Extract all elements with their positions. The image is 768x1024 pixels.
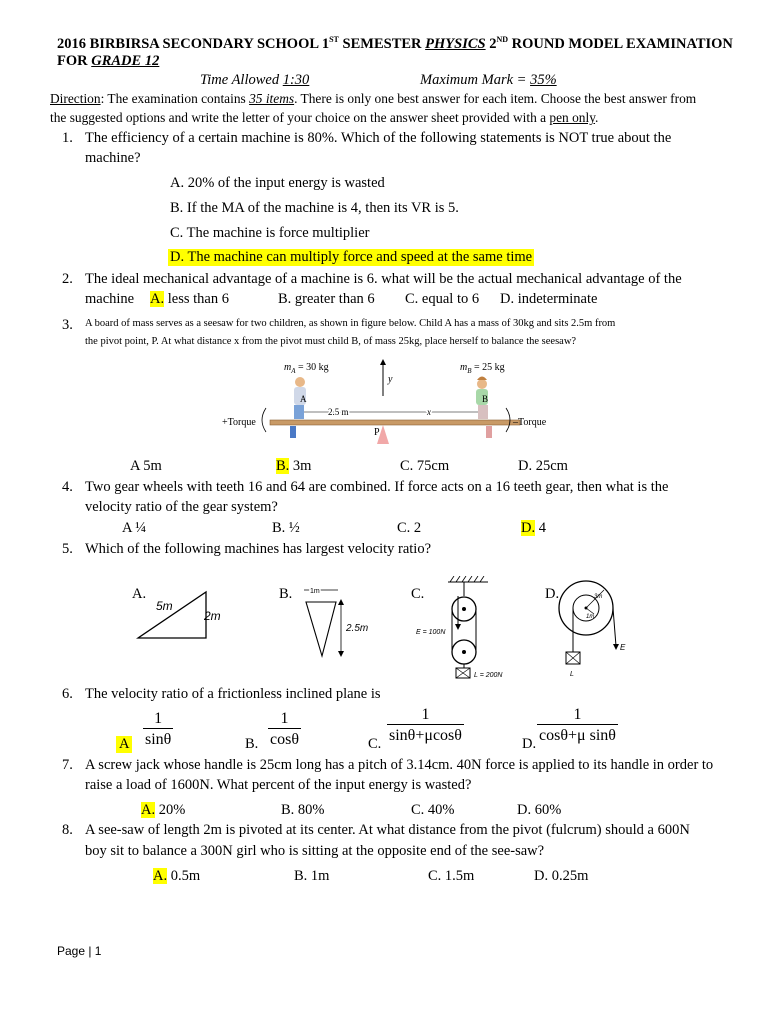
time-allowed: [200, 72, 309, 89]
title-school: 2016 BIRBIRSA SECONDARY SCHOOL 1: [57, 35, 330, 52]
q4-option-b: B. ½: [272, 520, 300, 536]
q6-option-b-letter: B.: [245, 736, 259, 752]
direction-line2-text: the suggested options and write the letter of your choice on the answer sheet provided with a: [50, 110, 550, 125]
q5-fig-b-label: B.: [279, 586, 293, 602]
q4-option-d-letter: D.: [521, 520, 536, 536]
title-for: FOR: [57, 53, 92, 69]
q6-b-denominator: cosθ: [268, 728, 301, 749]
title-subject: PHYSICS: [425, 35, 486, 52]
q8-option-d: D. 0.25m: [534, 868, 589, 884]
direction-pen: pen only: [549, 110, 596, 125]
q4-text-line1: Two gear wheels with teeth 16 and 64 are combined. If force acts on a 16 teeth gear, then what is the: [85, 479, 669, 495]
q6-option-b-fraction: [268, 710, 301, 749]
exam-title-line2: [57, 53, 159, 70]
title-semester: SEMESTER: [338, 35, 426, 52]
child-a: [290, 377, 306, 438]
inclined-plane-figure: [136, 590, 236, 642]
child-b: [476, 377, 492, 439]
q4-option-c: C. 2: [397, 520, 422, 536]
plus-torque-label: +Torque: [222, 417, 256, 428]
q7-option-d: D. 60%: [517, 802, 562, 818]
q8-text-line2: boy sit to balance a 300N girl who is sitting at the opposite end of the see-saw?: [85, 843, 545, 859]
q7-option-a-letter: A.: [141, 802, 156, 818]
q3-text-line1: A board of mass serves as a seesaw for two children, as shown in figure below. Child A has a mass of 30kg and sits 2.5m from: [85, 318, 616, 329]
q8-option-c: C. 1.5m: [428, 868, 475, 884]
q6-option-c-fraction: [387, 706, 464, 745]
direction-label: Direction: [50, 91, 101, 106]
q2-option-b: B. greater than 6: [278, 291, 375, 307]
q6-option-d-letter: D.: [522, 736, 537, 752]
q8-text-line1: A see-saw of length 2m is pivoted at its center. At what distance from the pivot (fulcrum) should a 600N: [85, 822, 690, 838]
q5-fig-d-label: D.: [545, 586, 560, 602]
q6-d-numerator: 1: [573, 706, 582, 723]
q5-fig-c-label: C.: [411, 586, 425, 602]
title-sup-st: ST: [329, 35, 339, 44]
title-round-num: 2: [485, 35, 497, 52]
q3-option-a: A 5m: [130, 458, 162, 474]
q2-option-a-text: less than 6: [164, 291, 229, 307]
wheel-and-axle-figure: [558, 574, 638, 680]
q5-text: Which of the following machines has largest velocity ratio?: [85, 541, 432, 557]
q7-option-a: [141, 802, 185, 819]
q7-number: 7.: [62, 757, 73, 773]
q5-number: 5.: [62, 541, 73, 557]
maximum-mark: [420, 72, 557, 89]
inclined-plane-hyp: 5m: [156, 599, 173, 613]
q8-option-a-text: 0.5m: [167, 868, 201, 884]
title-round: ROUND MODEL EXAMINATION: [508, 35, 733, 52]
direction-line1: [50, 91, 696, 107]
mark-value: 35%: [530, 72, 557, 88]
q8-option-a: [153, 868, 200, 885]
mark-label: Maximum Mark =: [420, 72, 531, 88]
pulley-load-label: L = 200N: [474, 672, 503, 679]
pulley-system-figure: [412, 576, 522, 682]
q8-number: 8.: [62, 822, 73, 838]
exam-title-line1: [57, 35, 733, 53]
q7-text-line2: raise a load of 1600N. What percent of the input energy is wasted?: [85, 777, 472, 793]
q2-text-line1: The ideal mechanical advantage of a machine is 6. what will be the actual mechanical advantage of the: [85, 271, 682, 287]
wedge-top-label: 1m: [310, 588, 320, 595]
direction-period: .: [595, 110, 599, 125]
q8-option-a-letter: A.: [153, 868, 168, 884]
q2-option-d: D. indeterminate: [500, 291, 598, 307]
wheel-load-label: L: [570, 671, 574, 678]
q3-text-line2: the pivot point, P. At what distance x from the pivot must child B, of mass 25kg, place herself to balance the seesaw?: [85, 336, 577, 347]
distance-a-label: 2.5 m: [328, 407, 349, 417]
q6-option-c-letter: C.: [368, 736, 382, 752]
q2-option-a: [150, 291, 229, 308]
q4-text-line2: velocity ratio of the gear system?: [85, 499, 278, 515]
q3-option-d: D. 25cm: [518, 458, 568, 474]
q6-text: The velocity ratio of a frictionless inclined plane is: [85, 686, 381, 702]
q7-option-b: B. 80%: [281, 802, 325, 818]
q1-option-c: C. The machine is force multiplier: [170, 225, 370, 241]
direction-line2: [50, 110, 598, 126]
pivot-label: P: [374, 427, 380, 438]
q4-option-d: [521, 520, 546, 537]
q1-option-d: D. The machine can multiply force and speed at the same time: [170, 249, 533, 265]
wheel-effort-label: E: [620, 643, 626, 652]
distance-x-label: x: [427, 407, 431, 417]
mass-b-label: $m_B = 25$ kg: [460, 362, 505, 375]
q6-option-a-fraction: [143, 710, 173, 749]
q3-option-b-text: 3m: [289, 458, 312, 474]
q6-b-numerator: 1: [280, 710, 289, 727]
q7-option-c: C. 40%: [411, 802, 455, 818]
q3-option-b: [276, 458, 311, 475]
title-sup-nd: ND: [496, 35, 509, 44]
q7-option-a-text: 20%: [155, 802, 186, 818]
q6-number: 6.: [62, 686, 73, 702]
seesaw-board: [270, 420, 520, 425]
q3-option-c: C. 75cm: [400, 458, 450, 474]
wedge-length-label: 2.5m: [346, 623, 369, 634]
q6-option-d-fraction: [537, 706, 618, 745]
title-grade: GRADE 12: [91, 53, 160, 69]
q5-fig-a-label: A.: [132, 586, 147, 602]
axle-radius-label: 1m: [586, 614, 595, 620]
direction-text-b: . There is only one best answer for each item. Choose the best answer from: [294, 91, 697, 106]
mass-a-label: $m_A = 30$ kg: [284, 362, 329, 375]
y-axis-label: y: [388, 374, 393, 385]
q6-c-denominator: sinθ+μcosθ: [387, 724, 464, 745]
direction-text-a: : The examination contains: [100, 91, 250, 106]
q6-a-denominator: sinθ: [143, 728, 173, 749]
q3-number: 3.: [62, 317, 73, 333]
q7-text-line1: A screw jack whose handle is 25cm long has a pitch of 3.14cm. 40N force is applied to its handle in order to: [85, 757, 714, 773]
q2-text-line2: machine: [85, 291, 135, 307]
seesaw-figure: [220, 356, 550, 456]
q6-a-numerator: 1: [154, 710, 163, 727]
time-value: 1:30: [282, 72, 310, 88]
q1-text-line1: The efficiency of a certain machine is 80%. Which of the following statements is NOT true about the: [85, 130, 672, 146]
wedge-figure: [296, 586, 376, 660]
q6-option-a-letter: A: [116, 736, 132, 753]
q8-option-b: B. 1m: [294, 868, 330, 884]
q2-option-c: C. equal to 6: [405, 291, 480, 307]
wheel-radius-label: 3m: [594, 594, 603, 600]
child-a-label: A: [300, 394, 307, 404]
q3-option-b-letter: B.: [276, 458, 290, 474]
q2-number: 2.: [62, 271, 73, 287]
q1-option-b: B. If the MA of the machine is 4, then its VR is 5.: [170, 200, 459, 216]
q6-c-numerator: 1: [421, 706, 430, 723]
q4-number: 4.: [62, 479, 73, 495]
q4-option-d-text: 4: [535, 520, 546, 536]
minus-torque-label: –Torque: [513, 417, 547, 428]
q1-option-a: A. 20% of the input energy is wasted: [170, 175, 385, 191]
child-b-label: B: [482, 394, 489, 404]
time-label: Time Allowed: [200, 72, 283, 88]
direction-items: 35 items: [249, 91, 295, 106]
q4-option-a: A ¼: [122, 520, 147, 536]
y-axis-arrow: [380, 359, 386, 396]
q2-option-a-letter: A.: [150, 291, 165, 307]
q6-d-denominator: cosθ+μ sinθ: [537, 724, 618, 745]
page-number: Page | 1: [57, 944, 102, 958]
plus-torque-arc: [262, 408, 266, 432]
q1-number: 1.: [62, 130, 73, 146]
inclined-plane-side: 2m: [204, 609, 221, 623]
q1-text-line2: machine?: [85, 150, 141, 166]
pulley-effort-label: E = 100N: [416, 629, 446, 636]
